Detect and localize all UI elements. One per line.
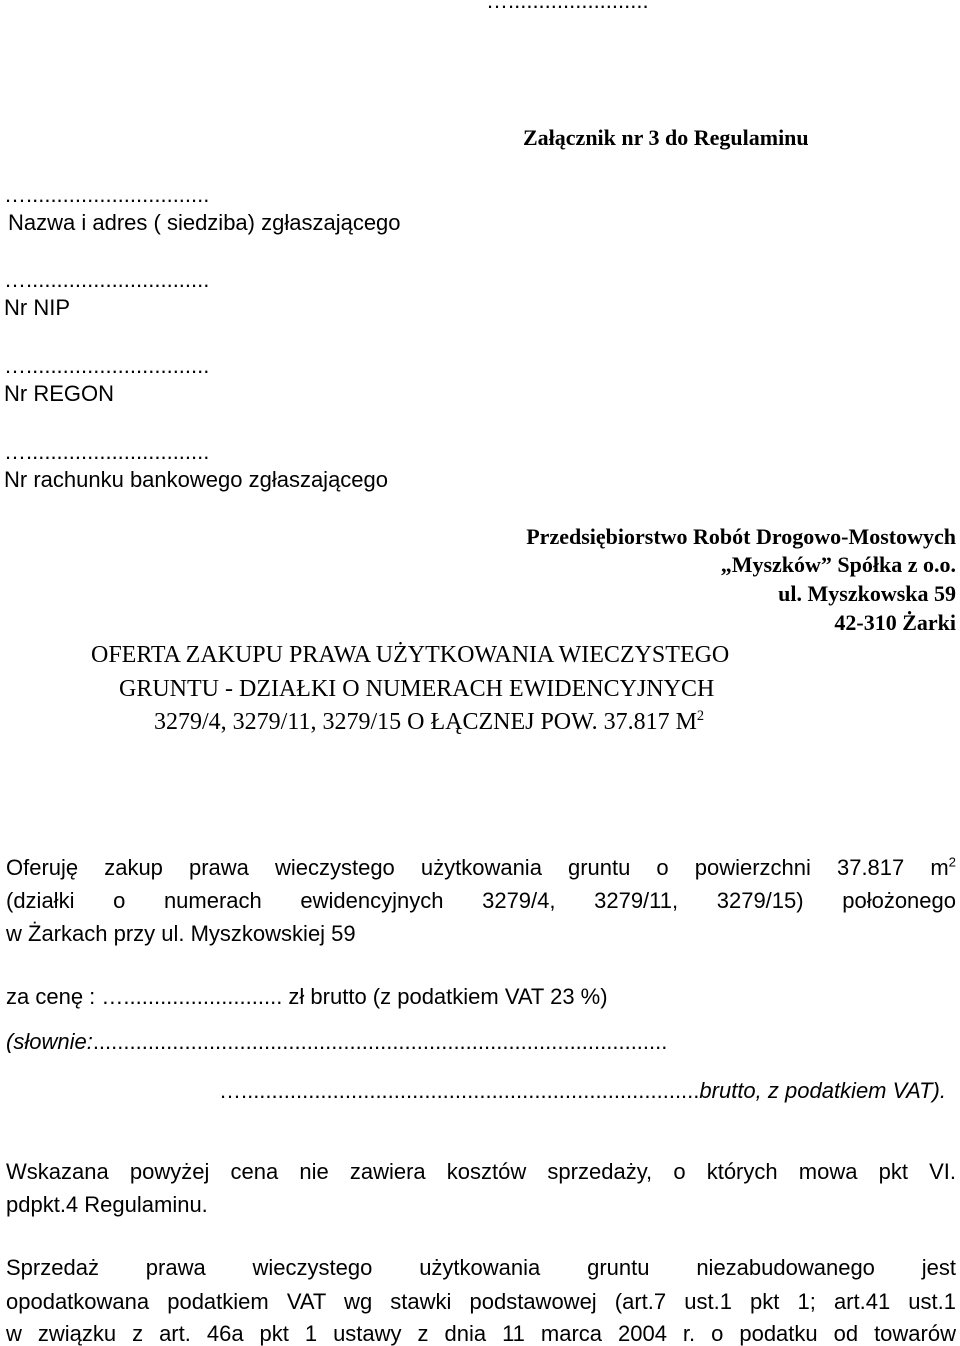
price-brutto-label: brutto, z podatkiem VAT). <box>699 1078 946 1103</box>
offer-paragraph-line-1: Oferuję zakup prawa wieczystego użytkowania gruntu o powierzchni 37.817 $m^2$ <box>6 854 956 880</box>
offer-title-superscript: 2 <box>696 708 705 724</box>
recipient-city: 42-310 Żarki <box>834 610 956 635</box>
vat-paragraph-line-3: w związku z art. 46a pkt 1 ustawy z dnia 11 marca 2004 r. o podatku od towarów <box>6 1321 956 1346</box>
applicant-name-label: Nazwa i adres ( siedziba) zgłaszającego <box>8 210 401 235</box>
price-brutto-dots: …........................................................................... <box>218 1078 700 1103</box>
offer-title-line-2: GRUNTU - DZIAŁKI O NUMERACH EWIDENCYJNYCH <box>119 676 715 702</box>
note-line-1: Wskazana powyżej cena nie zawiera kosztów sprzedaży, o których mowa pkt VI. <box>6 1159 956 1184</box>
price-brutto-line <box>219 1080 946 1102</box>
offer-area-superscript: 2 <box>948 854 956 870</box>
price-line: za cenę : ….......................... zł brutto (z podatkiem VAT 23 %) <box>6 984 608 1009</box>
price-in-words-line <box>6 1031 952 1053</box>
offer-title-line-1: OFERTA ZAKUPU PRAWA UŻYTKOWANIA WIECZYSTEGO <box>91 642 730 668</box>
nip-dots: ….............................. <box>4 267 210 292</box>
offer-paragraph-line-3: w Żarkach przy ul. Myszkowskiej 59 <box>6 921 356 946</box>
account-dots: ….............................. <box>4 439 210 464</box>
vat-paragraph-line-2: opodatkowana podatkiem VAT wg stawki podstawowej (art.7 ust.1 pkt 1; art.41 ust.1 <box>6 1289 956 1314</box>
nip-label: Nr NIP <box>4 295 70 320</box>
vat-paragraph-line-1: Sprzedaż prawa wieczystego użytkowania gruntu niezabudowanego jest <box>6 1255 956 1280</box>
offer-paragraph-line-2: (działki o numerach ewidencyjnych 3279/4, 3279/11, 3279/15) położonego <box>6 888 956 913</box>
top-dotted-line: …....................... <box>486 0 649 13</box>
offer-title-line-3: 3279/4, 3279/11, 3279/15 O ŁĄCZNEJ POW. 37.817 $M^2$ <box>154 708 705 735</box>
account-label: Nr rachunku bankowego zgłaszającego <box>4 467 389 492</box>
recipient-street: ul. Myszkowska 59 <box>778 581 956 606</box>
price-in-words-label: (słownie: <box>6 1031 93 1053</box>
recipient-company: Przedsiębiorstwo Robót Drogowo-Mostowych <box>526 524 956 549</box>
applicant-name-dots: ….............................. <box>4 182 210 207</box>
regon-label: Nr REGON <box>4 381 114 406</box>
regon-dots: ….............................. <box>4 353 210 378</box>
annex-heading: Załącznik nr 3 do Regulaminu <box>523 125 809 150</box>
recipient-company-name: „Myszków” Spółka z o.o. <box>720 552 956 577</box>
price-in-words-dots: .............................................................................................. <box>92 1031 668 1053</box>
note-line-2: pdpkt.4 Regulaminu. <box>6 1192 208 1217</box>
